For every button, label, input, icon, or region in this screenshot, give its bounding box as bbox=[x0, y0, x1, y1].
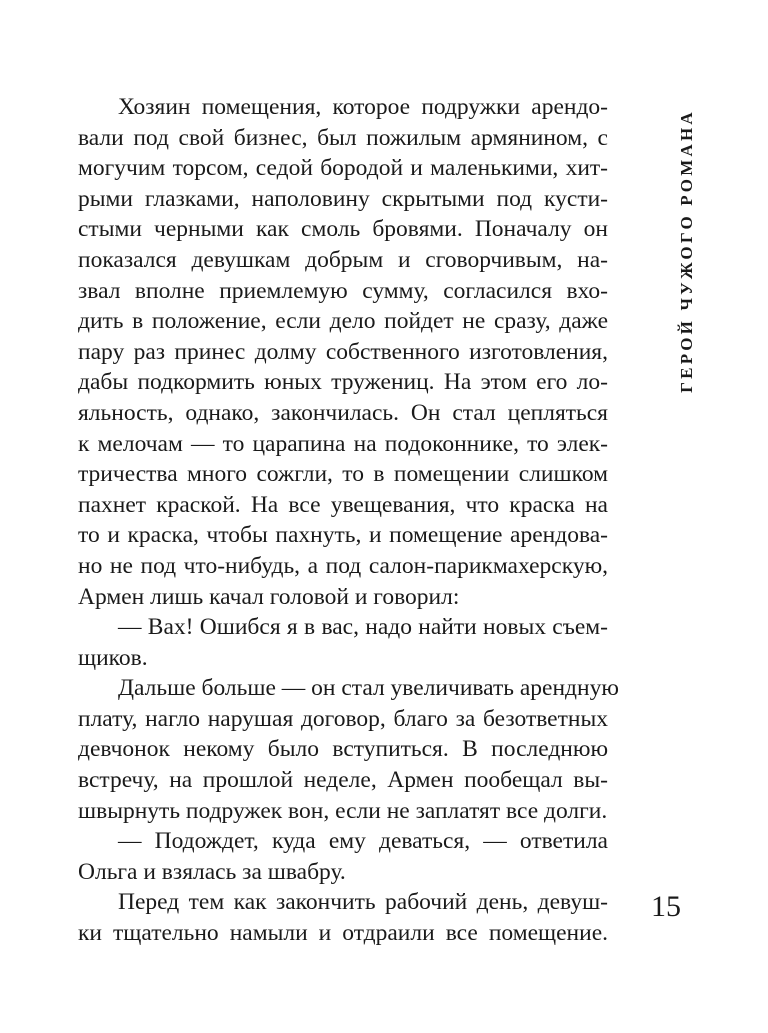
page-number: 15 bbox=[651, 890, 681, 923]
text-line: Дальше больше — он стал увеличивать арендную bbox=[118, 675, 619, 702]
text-line: Хозяин помещения, которое подружки арендо- bbox=[118, 94, 608, 120]
text-line: — Вах! Ошибся я в вас, надо найти новых съем- bbox=[118, 614, 608, 641]
text-line: ки тщательно намыли и отдраили все помещение. bbox=[78, 920, 608, 947]
text-line: пару раз принес долму собственного изготовления, bbox=[78, 338, 608, 365]
text-line: швырнуть подружек вон, если не заплатят все долги. bbox=[78, 797, 608, 824]
text-line: могучим торсом, седой бородой и маленькими, хит- bbox=[78, 155, 608, 182]
text-line: Ольга и взялась за швабру. bbox=[78, 858, 346, 885]
text-line: стыми черными как смоль бровями. Поначалу он bbox=[78, 216, 608, 243]
text-line: яльность, однако, закончилась. Он стал цепляться bbox=[78, 399, 608, 426]
text-line: к мелочам — то царапина на подоконнике, то элек- bbox=[78, 430, 608, 457]
text-line: плату, нагло нарушая договор, благо за безответных bbox=[78, 705, 608, 732]
text-line: — Подождет, куда ему деваться, — ответила bbox=[118, 828, 608, 855]
text-line: пахнет краской. На все увещевания, что краска на bbox=[78, 491, 608, 518]
text-line: Перед тем как закончить рабочий день, девуш- bbox=[118, 889, 608, 916]
text-line: дабы подкормить юных тружениц. На этом его ло- bbox=[78, 369, 608, 396]
text-line: рыми глазками, наполовину скрытыми под кусти- bbox=[78, 185, 608, 212]
text-line: звал вполне приемлемую сумму, согласился вхо- bbox=[78, 277, 608, 304]
text-line: вали под свой бизнес, был пожилым армянином, с bbox=[78, 124, 608, 151]
text-line: показался девушкам добрым и сговорчивым, на- bbox=[78, 246, 608, 273]
text-line: щиков. bbox=[78, 644, 148, 671]
body-text bbox=[78, 92, 619, 949]
text-line: тричества много сожгли, то в помещении слишком bbox=[78, 461, 608, 488]
text-line: Армен лишь качал головой и говорил: bbox=[78, 583, 460, 610]
running-header bbox=[673, 96, 701, 406]
text-line: то и краска, чтобы пахнуть, и помещение арендова- bbox=[78, 522, 608, 549]
running-header-title: ГЕРОЙ ЧУЖОГО РОМАНА bbox=[677, 109, 697, 393]
text-line: дить в положение, если дело пойдет не сразу, даже bbox=[78, 308, 608, 335]
text-line: девчонок некому было вступиться. В последнюю bbox=[78, 736, 608, 763]
text-line: встречу, на прошлой неделе, Армен пообещал вы- bbox=[78, 767, 608, 794]
text-line: но не под что-нибудь, а под салон-парикмахерскую, bbox=[78, 552, 608, 579]
